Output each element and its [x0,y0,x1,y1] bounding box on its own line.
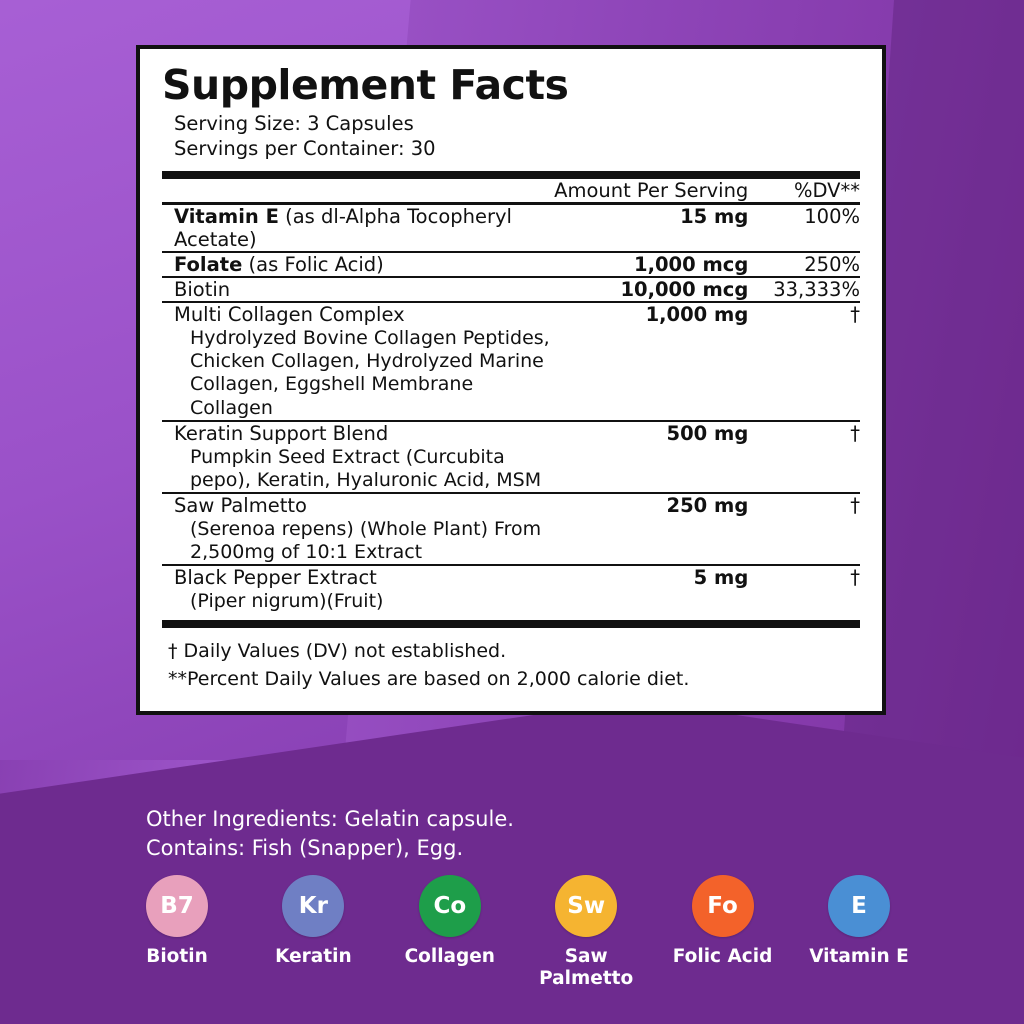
nutrient-sub-ingredients: Pumpkin Seed Extract (Curcubita pepo), Keratin, Hyaluronic Acid, MSM [190,445,542,491]
header-amount-per-serving: Amount Per Serving [554,179,749,202]
badge-saw-palmetto [527,875,645,990]
table-row [162,302,860,421]
nutrient-name-suffix: (as Folic Acid) [248,253,384,276]
nutrient-dv: † [748,493,860,565]
table-row [162,252,860,277]
badge-circle-icon: E [828,875,890,937]
nutrient-name: Vitamin E [174,205,279,228]
table-row [162,493,860,565]
badge-circle-icon: Sw [555,875,617,937]
nutrient-dv: 250% [748,252,860,277]
badge-circle-icon: Fo [692,875,754,937]
facts-table [162,179,860,614]
header-blank [162,179,553,204]
nutrient-dv: 33,333% [748,277,860,302]
nutrient-amount: 1,000 mcg [553,252,748,277]
footnote-daily-values: † Daily Values (DV) not established. [168,639,507,662]
nutrient-amount: 250 mg [553,493,748,565]
nutrient-amount: 1,000 mg [553,302,748,421]
badge-vitamin-e [800,875,918,968]
nutrient-name: Keratin Support Blend [174,421,389,445]
nutrient-name: Biotin [174,278,231,301]
table-header-row [162,179,860,204]
table-row [162,204,860,253]
divider-thick-bottom [162,620,860,628]
badge-label: Collagen [404,946,495,967]
row-name-cell [162,493,553,565]
row-name-cell [162,204,553,253]
nutrient-sub-ingredients: Hydrolyzed Bovine Collagen Peptides, Chicken Collagen, Hydrolyzed Marine Collagen, Eggshell Membrane Collagen [190,327,550,419]
nutrient-dv: 100% [748,204,860,253]
header-percent-dv: %DV** [793,179,860,202]
row-name-cell [162,421,553,493]
nutrient-sub-ingredients: (Serenoa repens) (Whole Plant) From 2,500mg of 10:1 Extract [190,518,542,564]
nutrient-name-suffix: (as dl-Alpha Tocopheryl Acetate) [174,205,512,251]
badge-label: Saw Palmetto [539,946,634,990]
nutrient-sub-ingredients: (Piper nigrum)(Fruit) [190,590,384,613]
other-ingredients-line: Other Ingredients: Gelatin capsule. [146,807,514,831]
nutrient-dv: † [748,421,860,493]
badge-keratin [254,875,372,968]
badge-biotin [118,875,236,968]
row-name-cell [162,252,553,277]
row-name-cell [162,565,553,613]
page-title: Supplement Facts [162,61,569,109]
table-row [162,277,860,302]
serving-size: Serving Size: 3 Capsules [174,112,414,136]
nutrient-dv: † [748,302,860,421]
supplement-facts-panel [136,45,886,715]
footnote-percent-dv: **Percent Daily Values are based on 2,000 calorie diet. [168,668,690,691]
badge-label: Keratin [275,946,352,967]
nutrient-amount: 15 mg [553,204,748,253]
servings-per-container: Servings per Container: 30 [174,137,436,161]
nutrient-amount: 500 mg [553,421,748,493]
nutrient-name: Black Pepper Extract [174,566,377,590]
badge-label: Folic Acid [672,946,773,967]
other-ingredients [146,805,514,863]
badge-label: Biotin [146,946,208,967]
table-row [162,565,860,613]
table-row [162,421,860,493]
row-name-cell [162,302,553,421]
ingredient-badges [118,875,918,990]
nutrient-dv: † [748,565,860,613]
badge-circle-icon: Co [419,875,481,937]
divider-thick-top [162,171,860,179]
nutrient-name: Multi Collagen Complex [174,303,405,326]
nutrient-amount: 10,000 mcg [553,277,748,302]
badge-collagen [391,875,509,968]
nutrient-name: Saw Palmetto [174,494,307,518]
row-name-cell [162,277,553,302]
contains-line: Contains: Fish (Snapper), Egg. [146,835,464,860]
badge-circle-icon: B7 [146,875,208,937]
nutrient-amount: 5 mg [553,565,748,613]
badge-circle-icon: Kr [282,875,344,937]
nutrient-name: Folate [174,253,243,276]
badge-label: Vitamin E [809,946,909,967]
badge-folic-acid [664,875,782,968]
